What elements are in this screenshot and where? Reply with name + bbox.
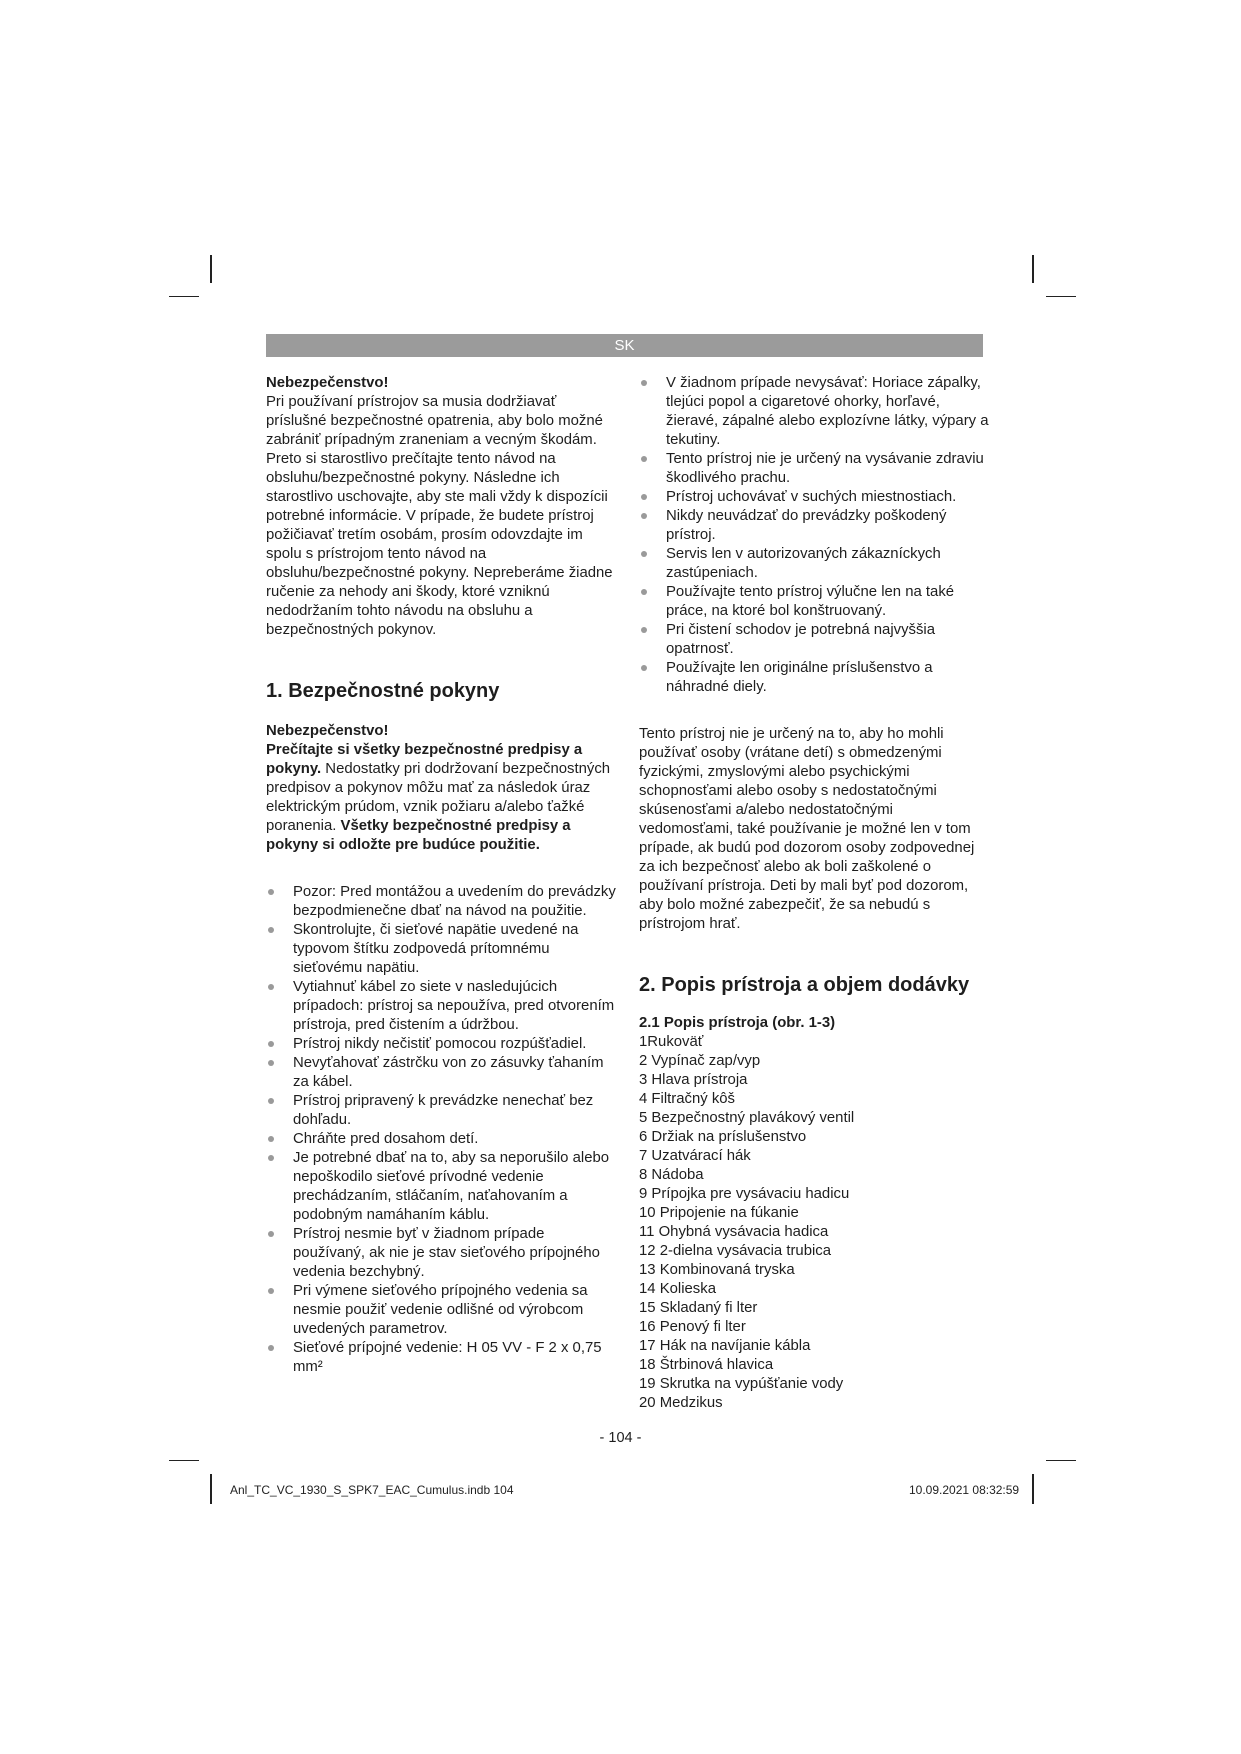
warning-bold-intro: Prečítajte si všetky bezpečnostné predpisy a pokyny. [266, 742, 583, 777]
list-item: Servis len v autorizovaných zákazníckych zastúpeniach. [639, 545, 991, 583]
list-item: 8 Nádoba [639, 1167, 704, 1183]
list-item: 3 Hlava prístroja [639, 1072, 748, 1088]
safety-bullet-list-continued [639, 374, 991, 697]
bullet-icon [268, 927, 274, 933]
list-item: Prístroj pripravený k prevádzke nenechať bez dohľadu. [266, 1092, 618, 1130]
list-item: 6 Držiak na príslušenstvo [639, 1129, 807, 1145]
list-item: 12 2-dielna vysávacia trubica [639, 1243, 832, 1259]
list-item: 16 Penový fi lter [639, 1319, 746, 1335]
list-item: Pri výmene sieťového prípojného vedenia sa nesmie použiť vedenie odlišné od výrobcom uvedených parametrov. [266, 1282, 618, 1339]
bullet-icon [268, 984, 274, 990]
bullet-icon [268, 1136, 274, 1142]
list-item: 9 Prípojka pre vysávaciu hadicu [639, 1186, 850, 1202]
list-item: Prístroj nesmie byť v žiadnom prípade používaný, ak nie je stav sieťového prípojného vedenia bezchybný. [266, 1225, 618, 1282]
bullet-icon [641, 380, 647, 386]
list-item: Pri čistení schodov je potrebná najvyššia opatrnosť. [639, 621, 991, 659]
intro-heading: Nebezpečenstvo! [266, 375, 389, 391]
warning-bold-outro: Všetky bezpečnostné predpisy a pokyny si odložte pre budúce použitie. [266, 818, 571, 853]
list-item: V žiadnom prípade nevysávať: Horiace zápalky, tlejúci popol a cigaretové ohorky, horľavé, žieravé, zápalné alebo explozívne látky, výpary a tekutiny. [639, 374, 991, 450]
bullet-icon [268, 1345, 274, 1351]
bullet-icon [268, 1288, 274, 1294]
bullet-icon [268, 1060, 274, 1066]
list-item: 7 Uzatvárací hák [639, 1148, 751, 1164]
parts-list [639, 1033, 991, 1413]
list-item: Nevyťahovať zástrčku von zo zásuvky ťahaním za kábel. [266, 1054, 618, 1092]
bullet-icon [641, 494, 647, 500]
list-item: 2 Vypínač zap/vyp [639, 1053, 761, 1069]
crop-mark [210, 255, 212, 283]
list-item: Vytiahnuť kábel zo siete v nasledujúcich prípadoch: prístroj sa nepoužíva, pred otvorením prístroja, pred čistením a údržbou. [266, 978, 618, 1035]
list-item: 19 Skrutka na vypúšťanie vody [639, 1376, 844, 1392]
bullet-icon [641, 456, 647, 462]
subsection-2-1-title: 2.1 Popis prístroja (obr. 1-3) [639, 1015, 836, 1031]
bullet-icon [641, 551, 647, 557]
crop-mark [169, 1460, 199, 1461]
bullet-icon [641, 589, 647, 595]
bullet-icon [268, 1041, 274, 1047]
safety-bullet-list [266, 883, 618, 1377]
bullet-icon [268, 1231, 274, 1237]
right-column [639, 374, 991, 1413]
list-item: Nikdy neuvádzať do prevádzky poškodený prístroj. [639, 507, 991, 545]
list-item: Sieťové prípojné vedenie: H 05 VV - F 2 x 0,75 mm² [266, 1339, 618, 1377]
warning-paragraph [266, 741, 618, 855]
list-item: 11 Ohybná vysávacia hadica [639, 1224, 829, 1240]
warning-heading: Nebezpečenstvo! [266, 723, 389, 739]
list-item: Tento prístroj nie je určený na vysávanie zdraviu škodlivého prachu. [639, 450, 991, 488]
left-column [266, 374, 618, 1377]
list-item: Pozor: Pred montážou a uvedením do prevádzky bezpodmienečne dbať na návod na použitie. [266, 883, 618, 921]
list-item: 10 Pripojenie na fúkanie [639, 1205, 799, 1221]
bullet-icon [268, 889, 274, 895]
intro-paragraph: Pri používaní prístrojov sa musia dodržiavať príslušné bezpečnostné opatrenia, aby bolo možné zabrániť prípadným zraneniam a vecným škodám. Preto si starostlivo prečítajte tento návod na obsluhu/bezpečnostné pokyny. Následne ich starostlivo uschovajte, aby ste mali vždy k dispozícii potrebné informácie. V prípade, že budete prístroj požičiavať tretím osobám, prosím odovzdajte im spolu s prístrojom tento návod na obsluhu/bezpečnostné pokyny. Nepreberáme žiadne ručenie za nehody ani škody, ktoré vzniknú nedodržaním tohto návodu na obsluhu a bezpečnostných pokynov. [266, 394, 613, 638]
list-item: Prístroj uchovávať v suchých miestnostiach. [639, 488, 991, 507]
list-item: Používajte len originálne príslušenstvo a náhradné diely. [639, 659, 991, 697]
language-header-bar [266, 334, 983, 357]
list-item: 20 Medzikus [639, 1395, 723, 1411]
crop-mark [1046, 296, 1076, 297]
list-item: Prístroj nikdy nečistiť pomocou rozpúšťadiel. [266, 1035, 618, 1054]
list-item: Je potrebné dbať na to, aby sa neporušilo alebo nepoškodilo sieťové prívodné vedenie prechádzaním, stláčaním, naťahovaním a podobným namáhaním káblu. [266, 1149, 618, 1225]
section-1-title: 1. Bezpečnostné pokyny [266, 680, 500, 702]
crop-mark [169, 296, 199, 297]
footer-timestamp: 10.09.2021 08:32:59 [909, 1483, 1020, 1497]
list-item: 14 Kolieska [639, 1281, 716, 1297]
section-2-title: 2. Popis prístroja a objem dodávky [639, 974, 970, 996]
list-item: 5 Bezpečnostný plavákový ventil [639, 1110, 855, 1126]
crop-mark [210, 1474, 212, 1504]
list-item: 13 Kombinovaná tryska [639, 1262, 795, 1278]
bullet-icon [268, 1155, 274, 1161]
language-code: SK [614, 337, 635, 354]
children-usage-paragraph: Tento prístroj nie je určený na to, aby ho mohli používať osoby (vrátane detí) s obmedzenými fyzickými, zmyslovými alebo psychickými schopnosťami alebo osoby s nedostatočnými skúsenosťami a/alebo nedostatočnými vedomosťami, také používanie je možné len v tom prípade, ak budú pod dozorom osoby zodpovednej za ich bezpečnosť alebo ak boli zaškolené o používaní prístroja. Deti by mali byť pod dozorom, aby bolo možné zabezpečiť, že sa nebudú s prístrojom hrať. [639, 726, 975, 932]
crop-mark [1046, 1460, 1076, 1461]
list-item: 1Rukoväť [639, 1034, 704, 1050]
list-item: Skontrolujte, či sieťové napätie uvedené na typovom štítku zodpovedá prítomnému sieťovému napätiu. [266, 921, 618, 978]
list-item: Chráňte pred dosahom detí. [266, 1130, 618, 1149]
footer-filename: Anl_TC_VC_1930_S_SPK7_EAC_Cumulus.indb 104 [230, 1483, 514, 1497]
bullet-icon [641, 513, 647, 519]
list-item: 15 Skladaný fi lter [639, 1300, 758, 1316]
crop-mark [1032, 255, 1034, 283]
list-item: 18 Štrbinová hlavica [639, 1357, 774, 1373]
warning-text: Nedostatky pri dodržovaní bezpečnostných predpisov a pokynov môžu mať za následok úraz elektrickým prúdom, vznik požiaru a/alebo ťažké poranenia. [266, 761, 611, 834]
list-item: 17 Hák na navíjanie kábla [639, 1338, 811, 1354]
list-item: 4 Filtračný kôš [639, 1091, 735, 1107]
crop-mark [1032, 1474, 1034, 1504]
list-item: Používajte tento prístroj výlučne len na také práce, na ktoré bol konštruovaný. [639, 583, 991, 621]
bullet-icon [268, 1098, 274, 1104]
bullet-icon [641, 665, 647, 671]
bullet-icon [641, 627, 647, 633]
page-number: - 104 - [599, 1430, 642, 1446]
